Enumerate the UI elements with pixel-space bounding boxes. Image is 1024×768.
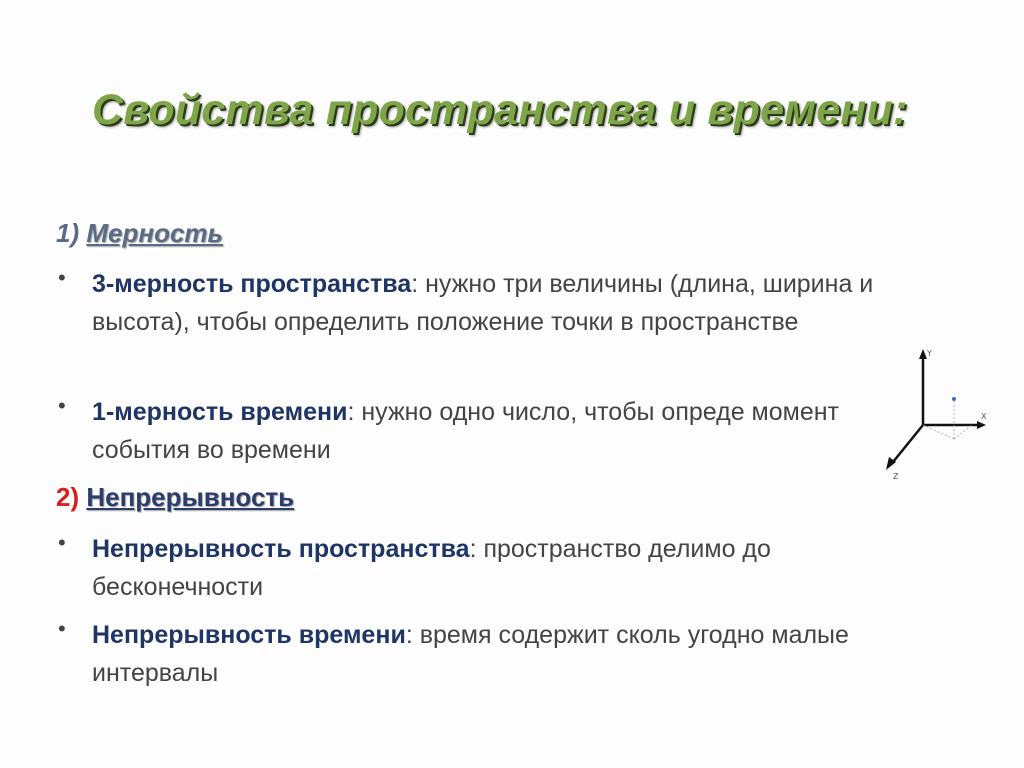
bullet: • (58, 616, 66, 641)
y-axis-arrow (919, 349, 927, 359)
list-item (92, 265, 892, 341)
item-term: 1-мерность времени (92, 398, 348, 426)
bullet: • (58, 265, 66, 290)
x-axis-arrow (977, 421, 986, 429)
list-item (92, 393, 882, 469)
section-continuity-heading (56, 482, 294, 513)
item-term: Непрерывность времени (92, 621, 406, 649)
bullet: • (58, 530, 66, 555)
coordinate-axes-diagram (876, 345, 996, 485)
item-text: : время содержит сколь угодно малые интервалы (92, 621, 849, 687)
x-axis-label: X (981, 412, 987, 421)
item-text: : пространство делимо до бесконечности (92, 535, 771, 601)
z-axis-label: Z (893, 472, 899, 481)
section-number: 2) (56, 482, 80, 512)
item-term: Непрерывность пространства (92, 535, 470, 563)
title-colon: : (892, 86, 908, 134)
item-text: : нужно три величины (длина, ширина и высота), чтобы определить положение точки в пространстве (92, 270, 874, 336)
y-axis-label: Y (927, 349, 932, 358)
section-name: Непрерывность (86, 482, 295, 512)
projection-line (923, 425, 954, 439)
section-number: 1) (56, 218, 80, 248)
bullet: • (58, 393, 66, 418)
point-marker (952, 397, 956, 401)
section-name: Мерность (86, 218, 223, 248)
item-text: : нужно одно число, чтобы опреде момент события во времени (92, 398, 840, 464)
section-dimensionality-heading (56, 218, 223, 249)
item-term: 3-мерность пространства (92, 270, 412, 298)
slide-title (92, 86, 907, 135)
projection-line (954, 425, 972, 439)
list-item (92, 530, 892, 606)
list-item (92, 616, 892, 692)
title-text: Свойства пространства и времени (92, 86, 893, 134)
z-axis (893, 425, 923, 462)
